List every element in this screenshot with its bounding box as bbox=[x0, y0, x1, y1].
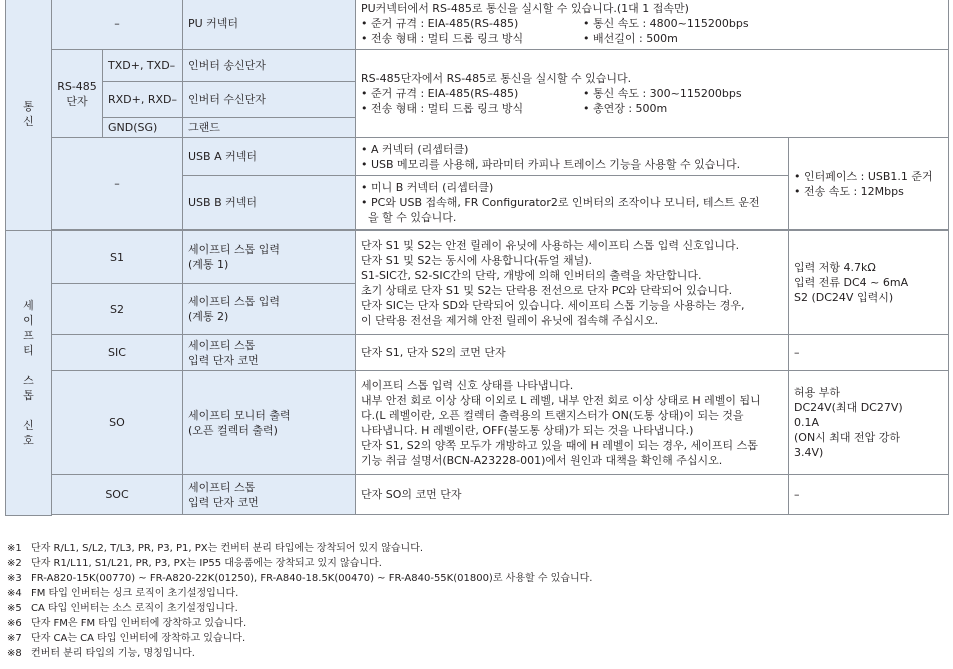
usba-desc-line: • A 커넥터 (리셉터클) bbox=[361, 142, 469, 156]
category-char: 호 bbox=[23, 433, 34, 447]
rxd-name-cell: 인버터 수신단자 bbox=[183, 82, 356, 118]
pu-spec-length: • 배선길이 : 500m bbox=[583, 32, 678, 45]
s1-cell: S1 bbox=[52, 231, 183, 284]
gnd-name-cell: 그랜드 bbox=[183, 118, 356, 138]
sic-desc-cell: 단자 S1, 단자 S2의 코먼 단자 bbox=[356, 335, 789, 371]
usba-desc-cell bbox=[356, 138, 789, 176]
table-row bbox=[6, 371, 949, 475]
so-name: 세이프티 모니터 출력 (오픈 컬렉터 출력) bbox=[188, 408, 291, 437]
category-char: 티 bbox=[23, 343, 34, 357]
so-desc-line: 단자 S1, S2의 양쪽 모두가 개방하고 있을 때에 H 레벨이 되는 경우, 세이프티 스톱 bbox=[361, 438, 758, 452]
footnote-mark: ※1 bbox=[7, 543, 22, 554]
so-spec-line: DC24V(최대 DC27V) bbox=[794, 401, 903, 414]
so-spec-line: 0.1A bbox=[794, 416, 820, 429]
footnote bbox=[7, 541, 593, 556]
category-char bbox=[11, 358, 46, 373]
s1-name-cell bbox=[183, 231, 356, 284]
s12-desc-line: 단자 S1 및 S2는 동시에 사용합니다(듀얼 채널). bbox=[361, 253, 593, 267]
footnote-mark: ※4 bbox=[7, 588, 22, 599]
s2-name-cell bbox=[183, 284, 356, 335]
category-char: 통 bbox=[23, 100, 34, 113]
footnote-mark: ※6 bbox=[7, 618, 22, 629]
footnote-text: 단자 FM은 FM 타입 인버터에 장착하고 있습니다. bbox=[31, 618, 247, 629]
footnote-text: 단자 CA는 CA 타입 인버터에 장착하고 있습니다. bbox=[31, 633, 246, 644]
soc-name-cell bbox=[183, 475, 356, 515]
usb-terminal-cell: – bbox=[52, 138, 183, 230]
so-desc-line: 세이프티 스톱 입력 신호 상태를 나타냅니다. bbox=[361, 378, 574, 392]
table-row bbox=[6, 231, 949, 284]
so-spec-cell bbox=[789, 371, 949, 475]
sic-name: 세이프티 스톱 입력 단자 코먼 bbox=[188, 338, 259, 367]
s12-spec-cell bbox=[789, 231, 949, 335]
footnote bbox=[7, 646, 593, 661]
footnote bbox=[7, 556, 593, 571]
s12-desc-line: S1-SIC간, S2-SIC간의 단락, 개방에 의해 인버터의 출력을 차단합니다. bbox=[361, 268, 702, 282]
rs485-spec-form: • 전송 형태 : 멀티 드롭 링크 방식 bbox=[361, 102, 524, 115]
table-row bbox=[6, 138, 949, 176]
usb-spec-interface: • 인터페이스 : USB1.1 준거 bbox=[794, 169, 933, 183]
s12-desc-line: 초기 상태로 단자 S1 및 S2는 단락용 전선으로 단자 PC와 단락되어 있습니다. bbox=[361, 283, 733, 297]
soc-cell: SOC bbox=[52, 475, 183, 515]
s1-name: 세이프티 스톱 입력 (계통 1) bbox=[188, 243, 281, 271]
footnote-text: FR-A820-15K(00770) ~ FR-A820-22K(01250), FR-A840-18.5K(00470) ~ FR-A840-55K(01800)로 사용할 수 있습니다. bbox=[31, 573, 593, 584]
footnote bbox=[7, 631, 593, 646]
table-row bbox=[6, 0, 949, 50]
footnote-mark: ※3 bbox=[7, 573, 22, 584]
usba-name-cell: USB A 커넥터 bbox=[183, 138, 356, 176]
s12-desc-cell bbox=[356, 231, 789, 335]
usba-desc-line: • USB 메모리를 사용해, 파라미터 카피나 트레이스 기능을 사용할 수 있습니다. bbox=[361, 157, 741, 171]
rs485-spec-length: • 총연장 : 500m bbox=[583, 102, 668, 115]
txd-cell: TXD+, TXD– bbox=[103, 50, 183, 82]
footnote-text: 단자 R1/L11, S1/L21, PR, P3, PX는 IP55 대응품에는 장착되고 있지 않습니다. bbox=[31, 558, 382, 569]
footnote bbox=[7, 571, 593, 586]
pu-name-cell: PU 커넥터 bbox=[183, 0, 356, 50]
so-desc-line: 기능 취급 설명서(BCN-A23228-001)에서 원인과 대책을 확인해 주십시오. bbox=[361, 453, 723, 467]
footnote-text: 컨버터 분리 타입의 기능, 명칭입니다. bbox=[31, 648, 195, 659]
rxd-cell: RXD+, RXD– bbox=[103, 82, 183, 118]
footnote-mark: ※5 bbox=[7, 603, 22, 614]
table-row bbox=[6, 50, 949, 82]
terminal-spec-table bbox=[5, 0, 949, 516]
rs485-spec-standard: • 준거 규격 : EIA-485(RS-485) bbox=[361, 87, 519, 100]
pu-desc-cell bbox=[356, 0, 949, 50]
sic-cell: SIC bbox=[52, 335, 183, 371]
pu-spec-form: • 전송 형태 : 멀티 드롭 링크 방식 bbox=[361, 32, 524, 45]
footnote-mark: ※2 bbox=[7, 558, 22, 569]
usbb-desc-cell bbox=[356, 176, 789, 230]
rs485-spec-speed: • 통신 속도 : 300~115200bps bbox=[583, 87, 742, 100]
rs485-desc: RS-485단자에서 RS-485로 통신을 실시할 수 있습니다. bbox=[361, 72, 632, 85]
soc-desc-cell: 단자 SO의 코먼 단자 bbox=[356, 475, 789, 515]
footnote bbox=[7, 586, 593, 601]
s12-desc-line: 단자 SIC는 단자 SD와 단락되어 있습니다. 세이프티 스톱 기능을 사용하는 경우, bbox=[361, 298, 745, 312]
category-char: 세 bbox=[23, 298, 34, 312]
footnotes bbox=[7, 541, 593, 661]
category-char: 프 bbox=[23, 328, 34, 342]
so-cell: SO bbox=[52, 371, 183, 475]
so-desc-line: 나타냅니다. H 레벨이란, OFF(불도통 상태)가 되는 것을 나타냅니다.) bbox=[361, 423, 694, 437]
category-char: 톱 bbox=[23, 388, 34, 402]
usb-spec-cell bbox=[789, 138, 949, 230]
category-char: 스 bbox=[23, 373, 34, 387]
pu-terminal-cell: – bbox=[52, 0, 183, 50]
pu-spec-speed: • 통신 속도 : 4800~115200bps bbox=[583, 17, 749, 30]
category-safety-stop bbox=[6, 231, 52, 516]
category-char bbox=[11, 403, 46, 418]
s12-spec-line: 입력 저항 4.7kΩ bbox=[794, 261, 876, 274]
so-spec-line: 3.4V) bbox=[794, 446, 824, 459]
footnote bbox=[7, 616, 593, 631]
soc-name: 세이프티 스톱 입력 단자 코먼 bbox=[188, 480, 259, 509]
so-desc-cell bbox=[356, 371, 789, 475]
footnote bbox=[7, 601, 593, 616]
pu-desc: PU커넥터에서 RS-485로 통신을 실시할 수 있습니다.(1대 1 접속만) bbox=[361, 2, 689, 15]
rs485-desc-cell bbox=[356, 50, 949, 138]
usbb-name-cell: USB B 커넥터 bbox=[183, 176, 356, 230]
pu-spec-standard: • 준거 규격 : EIA-485(RS-485) bbox=[361, 17, 519, 30]
table-row bbox=[6, 335, 949, 371]
s2-name: 세이프티 스톱 입력 (계통 2) bbox=[188, 295, 281, 323]
usb-spec-speed: • 전송 속도 : 12Mbps bbox=[794, 184, 904, 198]
gnd-cell: GND(SG) bbox=[103, 118, 183, 138]
rs485-label: RS-485 단자 bbox=[52, 50, 103, 138]
txd-name-cell: 인버터 송신단자 bbox=[183, 50, 356, 82]
soc-spec-cell: – bbox=[789, 475, 949, 515]
footnote-mark: ※8 bbox=[7, 648, 22, 659]
footnote-text: FM 타입 인버터는 싱크 로직이 초기설정입니다. bbox=[31, 588, 239, 599]
sic-spec-cell: – bbox=[789, 335, 949, 371]
category-char: 신 bbox=[23, 418, 34, 432]
so-name-cell bbox=[183, 371, 356, 475]
sic-name-cell bbox=[183, 335, 356, 371]
so-desc-line: 다.(L 레벨이란, 오픈 컬렉터 출력용의 트랜지스터가 ON(도통 상태)이 되는 것을 bbox=[361, 408, 744, 422]
so-spec-line: 허용 부하 bbox=[794, 386, 841, 399]
s12-spec-line: S2 (DC24V 입력시) bbox=[794, 291, 894, 304]
usbb-desc-line: • 미니 B 커넥터 (리셉터클) bbox=[361, 181, 494, 194]
usbb-desc-line: • PC와 USB 접속해, FR Configurator2로 인버터의 조작이나 모니터, 테스트 운전 bbox=[361, 196, 760, 209]
usbb-desc-line: 을 할 수 있습니다. bbox=[361, 211, 457, 224]
so-spec-line: (ON시 최대 전압 강하 bbox=[794, 431, 901, 444]
s2-cell: S2 bbox=[52, 284, 183, 335]
category-char: 이 bbox=[23, 313, 34, 327]
table-row bbox=[6, 475, 949, 515]
footnote-text: 단자 R/L1, S/L2, T/L3, PR, P3, P1, PX는 컨버터 분리 타입에는 장착되어 있지 않습니다. bbox=[31, 543, 424, 554]
footnote-mark: ※7 bbox=[7, 633, 22, 644]
so-desc-line: 내부 안전 회로 이상 상태 이외로 L 레벨, 내부 안전 회로 이상 상태로 H 레벨이 됩니 bbox=[361, 393, 761, 407]
category-communication bbox=[6, 0, 52, 231]
s12-desc-line: 이 단락용 전선을 제거해 안전 릴레이 유닛에 접속해 주십시오. bbox=[361, 313, 659, 327]
s12-spec-line: 입력 전류 DC4 ~ 6mA bbox=[794, 276, 909, 289]
footnote-text: CA 타입 인버터는 소스 로직이 초기설정입니다. bbox=[31, 603, 238, 614]
category-char: 신 bbox=[23, 115, 34, 128]
s12-desc-line: 단자 S1 및 S2는 안전 릴레이 유닛에 사용하는 세이프티 스톱 입력 신호입니다. bbox=[361, 238, 740, 252]
